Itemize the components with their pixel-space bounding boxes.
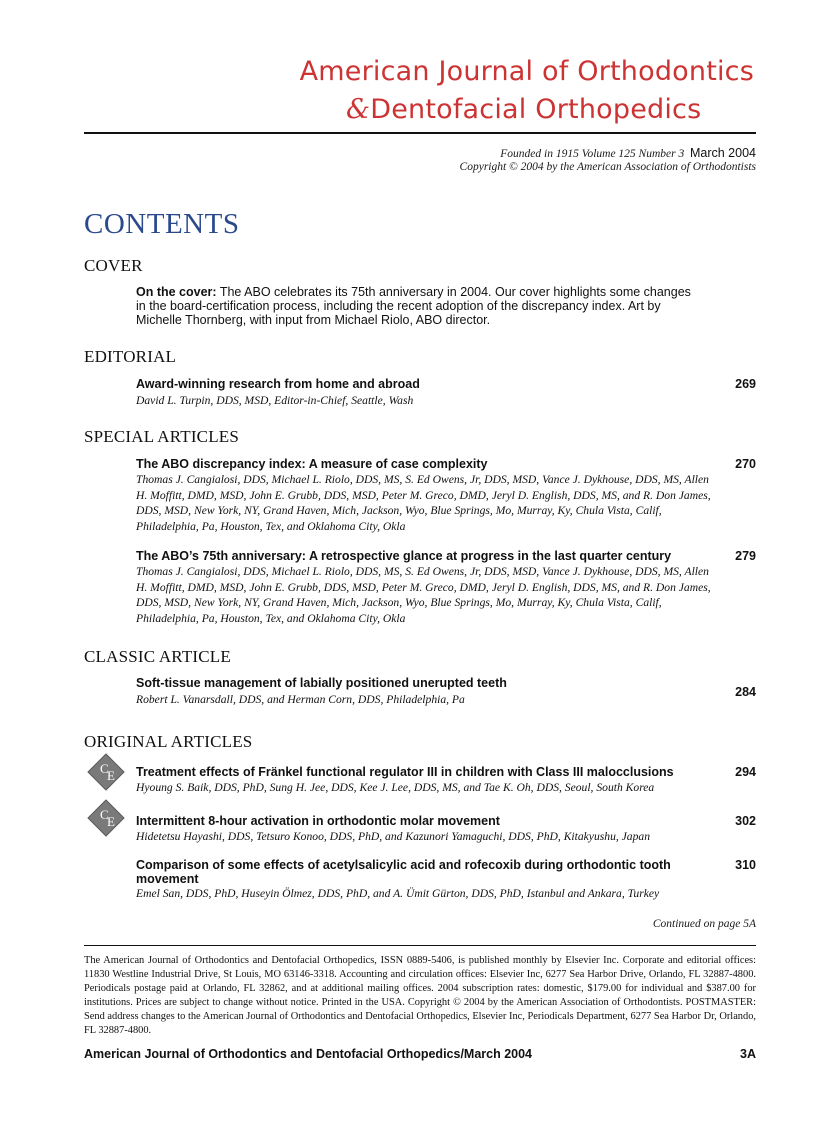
article-page[interactable]: 302 (735, 814, 756, 828)
article-page[interactable]: 279 (735, 549, 756, 563)
article-title[interactable]: Award-winning research from home and abroad (136, 377, 420, 391)
article-title[interactable]: Treatment effects of Fränkel functional regulator III in children with Class III malocclusions (136, 765, 674, 779)
article-page[interactable]: 294 (735, 765, 756, 779)
article-title[interactable]: Comparison of some effects of acetylsalicylic acid and rofecoxib during orthodontic tooth movement (136, 858, 671, 886)
cover-label: On the cover: (136, 285, 217, 299)
ce-badge-e: E (107, 768, 115, 783)
footer-page-number: 3A (740, 1047, 756, 1061)
article-title[interactable]: Soft-tissue management of labially positioned unerupted teeth (136, 676, 507, 690)
article-page[interactable]: 270 (735, 457, 756, 471)
article-authors: Hidetetsu Hayashi, DDS, Tetsuro Konoo, DDS, PhD, and Kazunori Yamaguchi, DDS, PhD, Kitakyushu, Japan (136, 830, 650, 843)
issue-meta (500, 146, 756, 160)
section-special-articles: SPECIAL ARTICLES (84, 427, 240, 446)
footer-rule (84, 945, 756, 946)
copyright-line: Copyright © 2004 by the American Association of Orthodontists (459, 161, 756, 173)
article-title[interactable]: The ABO discrepancy index: A measure of case complexity (136, 457, 488, 471)
publication-statement: The American Journal of Orthodontics and Dentofacial Orthopedics, ISSN 0889-5406, is published monthly by Elsevier Inc. Corporate and editorial offices: 11830 Westline Industrial Drive, St Louis, MO 63146-3318. Accounting and circulation offices: Elsevier Inc, 6277 Sea Harbor Drive, Orlando, FL 32887-4800. Periodicals postage paid at Orlando, FL 32862, and at additional mailing offices. 2004 subscription rates: domestic, $179.00 for individual and $387.00 for institutions. Prices are subject to change without notice. Printed in the USA. Copyright © 2004 by the American Association of Orthodontists. POSTMASTER: Send address changes to the American Journal of Orthodontics and Dentofacial Orthopedics, Elsevier Inc, Periodicals Department, 6277 Sea Harbor Dr, Orlando, FL 32887-4800. (84, 955, 756, 1036)
masthead-rule (84, 132, 756, 134)
article-authors: David L. Turpin, DDS, MSD, Editor-in-Chief, Seattle, Wash (136, 394, 414, 407)
article-authors: Emel San, DDS, PhD, Huseyin Ölmez, DDS, PhD, and A. Ümit Gürton, DDS, PhD, Istanbul and Ankara, Turkey (136, 887, 660, 900)
section-cover: COVER (84, 256, 143, 275)
founded-volume-number: Founded in 1915 Volume 125 Number 3 (500, 148, 685, 160)
section-original-articles: ORIGINAL ARTICLES (84, 732, 253, 751)
ce-badge-c: C (100, 807, 109, 822)
issue-date: March 2004 (689, 146, 756, 160)
section-classic-article: CLASSIC ARTICLE (84, 647, 231, 666)
cover-description (136, 285, 696, 327)
footer-journal-line: American Journal of Orthodontics and Dentofacial Orthopedics/March 2004 (84, 1047, 533, 1061)
article-page[interactable]: 269 (735, 377, 756, 391)
article-authors: Robert L. Vanarsdall, DDS, and Herman Corn, DDS, Philadelphia, Pa (136, 693, 465, 706)
ce-credit-badge-icon (87, 753, 125, 791)
cover-text: The ABO celebrates its 75th anniversary in 2004. Our cover highlights some changes in the board-certification process, including the recent adoption of the discrepancy index. Art by Michelle Thornberg, with input from Michael Riolo, ABO director. (136, 285, 691, 327)
masthead-title-line2 (346, 94, 701, 125)
article-page[interactable]: 310 (735, 858, 756, 872)
article-authors: Hyoung S. Baik, DDS, PhD, Sung H. Jee, DDS, Kee J. Lee, DDS, MS, and Tae K. Oh, DDS, Seoul, South Korea (136, 781, 655, 794)
masthead-line2-text: Dentofacial Orthopedics (370, 94, 702, 125)
continued-note: Continued on page 5A (652, 918, 756, 930)
ce-credit-badge-icon (87, 799, 125, 837)
section-editorial: EDITORIAL (84, 347, 177, 366)
article-authors: Thomas J. Cangialosi, DDS, Michael L. Riolo, DDS, MS, S. Ed Owens, Jr, DDS, MSD, Vance J. Dykhouse, DDS, MS, Allen H. Moffitt, DMD, MSD, John E. Grubb, DDS, MSD, Peter M. Greco, DMD, Jeryl D. English, DDS, MS, and R. Don James, DDS, MSD, New York, NY, Grand Haven, Mich, Jackson, Wyo, Blue Springs, Mo, Murray, Ky, Chula Vista, Calif, Philadelphia, Pa, Houston, Tex, and Oklahoma City, Okla (136, 473, 711, 533)
masthead-title-line1: American Journal of Orthodontics (299, 56, 754, 87)
ce-badge-e: E (107, 814, 115, 829)
article-title[interactable]: Intermittent 8-hour activation in orthodontic molar movement (136, 814, 500, 828)
article-page[interactable]: 284 (735, 685, 756, 699)
masthead-ampersand: & (346, 94, 371, 125)
contents-heading: CONTENTS (84, 208, 240, 240)
article-title[interactable]: The ABO’s 75th anniversary: A retrospective glance at progress in the last quarter century (136, 549, 672, 563)
article-authors: Thomas J. Cangialosi, DDS, Michael L. Riolo, DDS, MS, S. Ed Owens, Jr, DDS, MSD, Vance J. Dykhouse, DDS, MS, Allen H. Moffitt, DMD, MSD, John E. Grubb, DDS, MSD, Peter M. Greco, DMD, Jeryl D. English, DDS, MS, and R. Don James, DDS, MSD, New York, NY, Grand Haven, Mich, Jackson, Wyo, Blue Springs, Mo, Murray, Ky, Chula Vista, Calif, Philadelphia, Pa, Houston, Tex, and Oklahoma City, Okla (136, 565, 711, 625)
ce-badge-c: C (100, 761, 109, 776)
